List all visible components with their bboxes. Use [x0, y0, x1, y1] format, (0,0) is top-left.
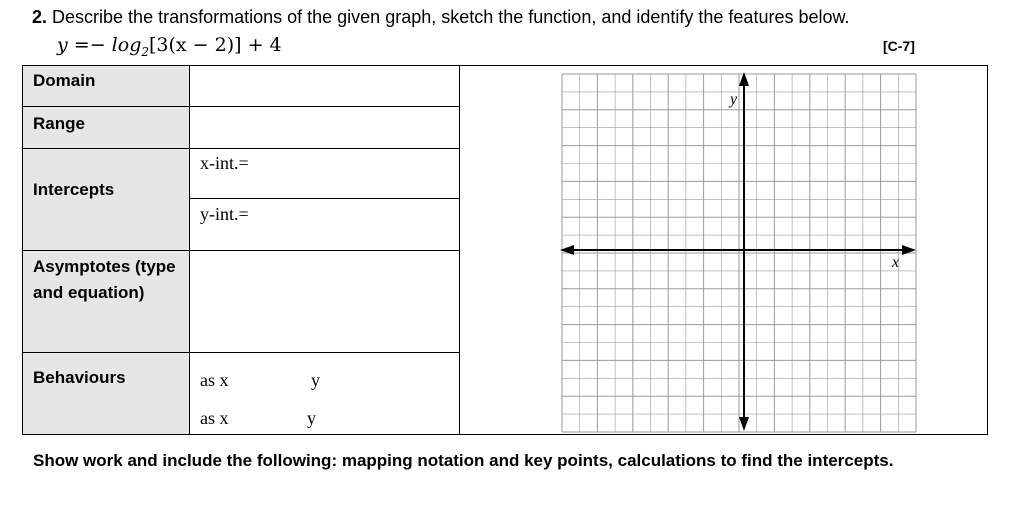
worksheet-box [22, 65, 988, 435]
behaviour2-as-x: as x [200, 408, 229, 428]
domain-row [23, 66, 460, 107]
instructions-footer: Show work and include the following: mapping notation and key points, calculations to find the intercepts. [33, 451, 894, 470]
domain-label: Domain [23, 66, 190, 106]
range-label: Range [23, 107, 190, 148]
question-prompt [32, 7, 850, 28]
equation-rest: [3(x − 2)] + 4 [149, 34, 282, 56]
behaviours-answer[interactable] [190, 353, 460, 434]
asymptotes-row [23, 251, 460, 353]
intercepts-row [23, 149, 460, 251]
function-equation [57, 34, 282, 59]
behaviours-label: Behaviours [23, 353, 190, 434]
equation-lhs: y [57, 34, 68, 56]
x-axis-label: x [892, 254, 900, 271]
question-number: 2. [32, 7, 48, 27]
behaviour2-y: y [307, 408, 316, 428]
range-row [23, 107, 460, 149]
intercepts-answer[interactable] [190, 149, 460, 250]
question-text: Describe the transformations of the given graph, sketch the function, and identify the features below. [52, 7, 850, 27]
y-axis-down-arrow-icon [739, 417, 749, 431]
intercepts-divider [190, 198, 460, 199]
features-table [23, 66, 460, 434]
range-answer[interactable] [190, 107, 460, 148]
y-intercept-label: y-int.= [200, 204, 249, 224]
graph-area [460, 66, 987, 434]
equation-base: 2 [141, 45, 149, 59]
y-axis-label: y [730, 91, 738, 108]
intercepts-label: Intercepts [23, 149, 190, 250]
equation-equals: =− [73, 34, 106, 56]
equation-fn: log [111, 34, 142, 56]
asymptotes-answer[interactable] [190, 251, 460, 352]
behaviour1-y: y [311, 370, 320, 390]
grid-lines [562, 74, 916, 432]
y-axis [739, 72, 749, 431]
asymptotes-label: Asymptotes (type and equation) [23, 251, 190, 352]
x-intercept-label: x-int.= [200, 153, 249, 173]
behaviour1-as-x: as x [200, 370, 229, 390]
behaviours-row [23, 353, 460, 434]
domain-answer[interactable] [190, 66, 460, 106]
coordinate-grid[interactable] [460, 66, 988, 434]
curriculum-code: [C-7] [883, 38, 915, 54]
